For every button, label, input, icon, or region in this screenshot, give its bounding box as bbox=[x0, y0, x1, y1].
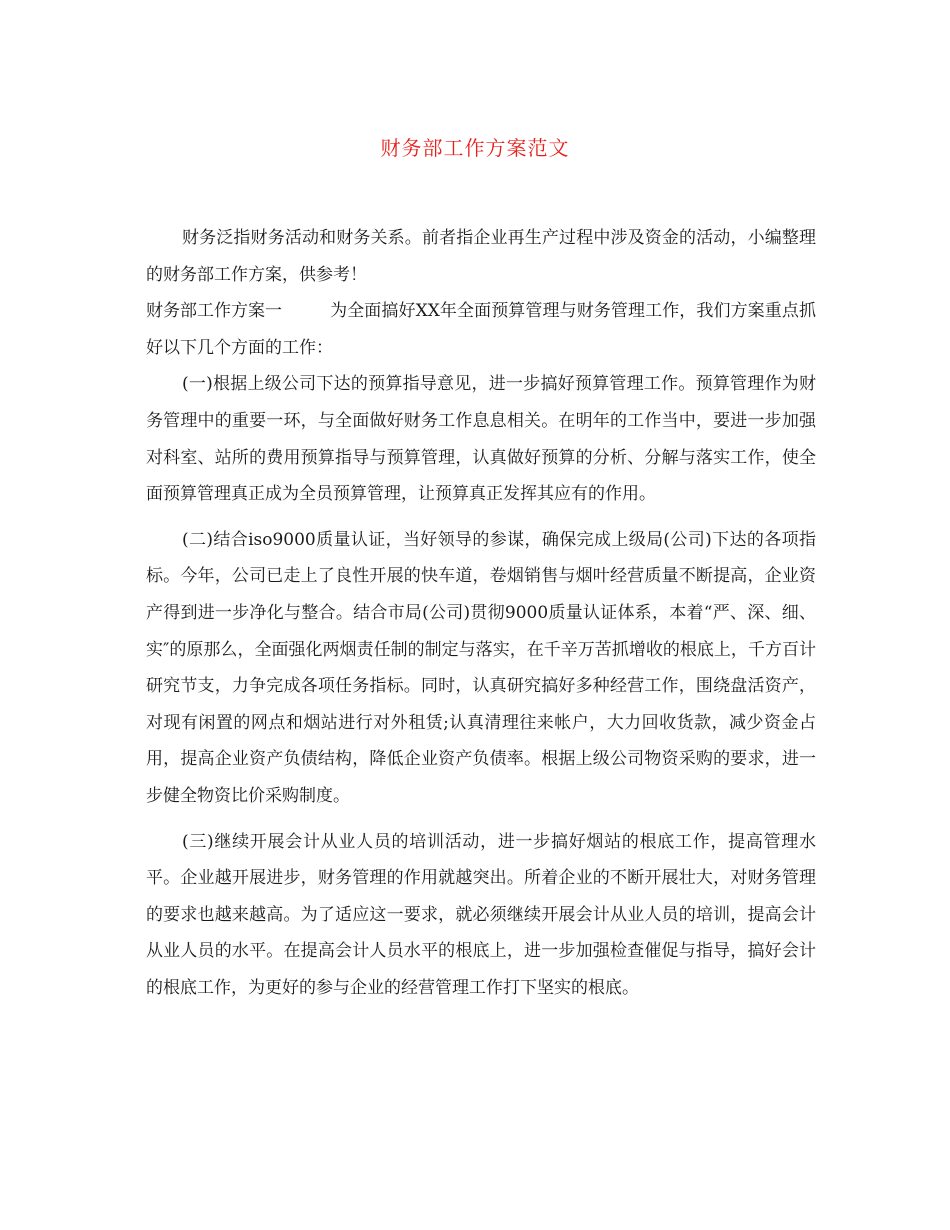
paragraph-gap bbox=[146, 513, 816, 522]
paragraph-gap bbox=[146, 815, 816, 824]
plan-lead: 为全面搞好XX年全面预算管理与财务管理工作，我们方案重点抓好以下几个方面的工作： bbox=[146, 301, 816, 358]
section-paragraph-3: (三)继续开展会计从业人员的培训活动，进一步搞好烟站的根底工作，提高管理水平。企业越开展进步，财务管理的作用就越突出。所着企业的不断开展壮大，对财务管理的要求也越来越高。为了适应这一要求，就必须继续开展会计从业人员的培训，提高会计从业人员的水平。在提高会计人员水平的根底上，进一步加强检查催促与指导，搞好会计的根底工作，为更好的参与企业的经营管理工作打下坚实的根底。 bbox=[146, 831, 816, 998]
section-paragraph-1: (一)根据上级公司下达的预算指导意见，进一步搞好预算管理工作。预算管理作为财务管理中的重要一环，与全面做好财务工作息息相关。在明年的工作当中，要进一步加强对科室、站所的费用预算指导与预算管理，认真做好预算的分析、分解与落实工作，使全面预算管理真正成为全员预算管理，让预算真正发挥其应有的作用。 bbox=[146, 374, 816, 505]
section-paragraph-2: (二)结合iso9000质量认证，当好领导的参谋，确保完成上级局(公司)下达的各项指标。今年，公司已走上了良性开展的快车道，卷烟销售与烟叶经营质量不断提高，企业资产得到进一步净化与整合。结合市局(公司)贯彻9000质量认证体系，本着“严、深、细、实″的原那么，全面强化两烟责任制的制定与落实，在千辛万苦抓增收的根底上，千方百计研究节支，力争完成各项任务指标。同时，认真研究搞好多种经营工作，围绕盘活资产，对现有闲置的网点和烟站进行对外租赁;认真清理往来帐户，大力回收货款，减少资金占用，提高企业资产负债结构，降低企业资产负债率。根据上级公司物资采购的要求，进一步健全物资比价采购制度。 bbox=[146, 529, 816, 806]
document-title: 财务部工作方案范文 bbox=[380, 136, 570, 160]
intro-paragraph: 财务泛指财务活动和财务关系。前者指企业再生产过程中涉及资金的活动，小编整理的财务部工作方案，供参考！ bbox=[146, 228, 816, 285]
plan-label: 财务部工作方案一 bbox=[146, 301, 282, 322]
plan-paragraph bbox=[146, 293, 816, 366]
document-body bbox=[146, 220, 816, 1006]
